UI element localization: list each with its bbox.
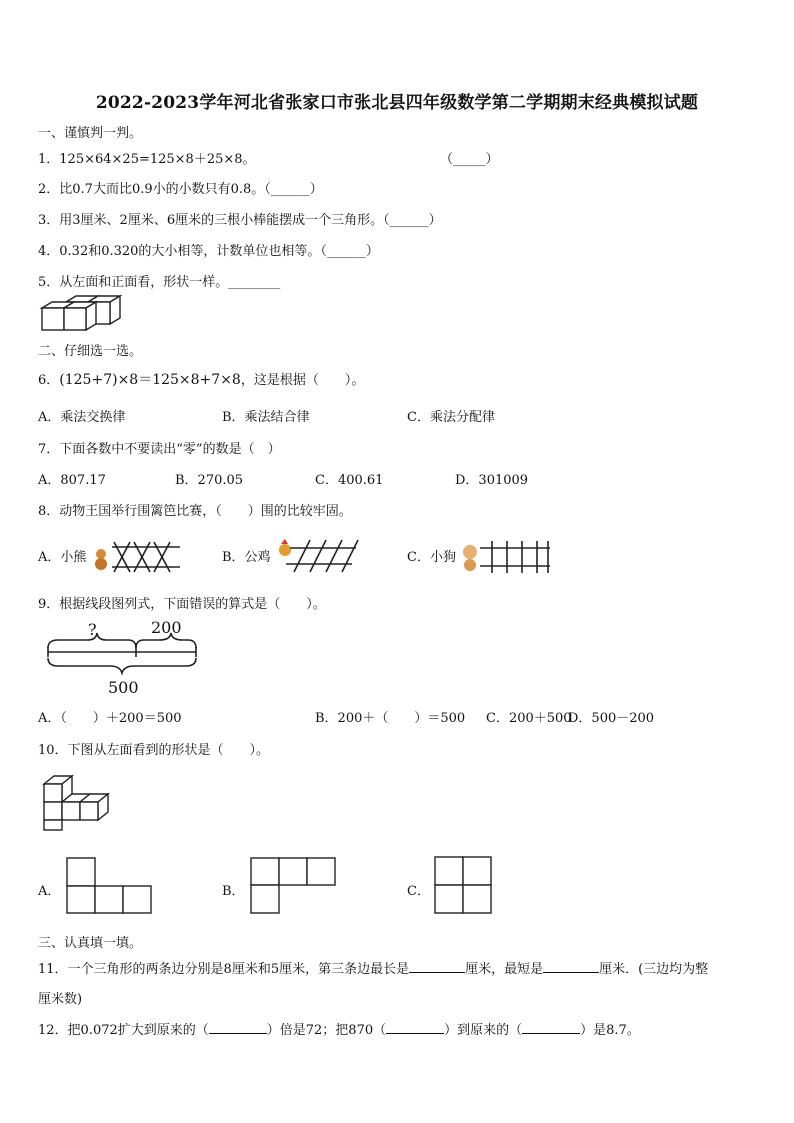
question-6-expression: (125+7)×8＝125×8+7×8 <box>59 372 241 388</box>
question-1-number: 1． <box>38 152 60 167</box>
question-8-fence-b <box>276 538 362 574</box>
question-5-cubes-figure <box>40 294 130 334</box>
question-11-blank-shortest[interactable] <box>543 960 599 973</box>
question-11-text-1: 一个三角形的两条边分别是8厘米和5厘米，第三条边最长是 <box>67 962 410 977</box>
question-12 <box>38 1019 640 1038</box>
question-9-option-b[interactable]: B．200＋（ ）＝500 <box>315 711 466 726</box>
section-heading-choose: 二、仔细选一选。 <box>38 344 143 359</box>
question-6-option-b[interactable]: B．乘法结合律 <box>222 410 310 425</box>
dog-icon <box>463 545 477 559</box>
question-11-text-2: 厘米，最短是 <box>465 962 544 977</box>
question-9-option-d[interactable]: D．500－200 <box>568 711 655 726</box>
question-1-answer-blank[interactable]: （_____） <box>440 152 499 167</box>
bear-icon <box>96 549 106 559</box>
question-9-option-c[interactable]: C．200＋500 <box>486 711 572 726</box>
page-title: 2022-2023学年河北省张家口市张北县四年级数学第二学期期末经典模拟试题 <box>95 93 699 113</box>
question-7-option-b[interactable]: B．270.05 <box>175 473 244 488</box>
question-8-fence-a <box>92 540 182 574</box>
question-8-option-a[interactable]: A．小熊 <box>38 550 87 565</box>
question-6-tail: ，这是根据（ ）。 <box>240 373 365 388</box>
section-heading-fill: 三、认真填一填。 <box>38 936 143 951</box>
question-11-text-3: 厘米．(三边均为整 <box>599 962 709 977</box>
question-7-option-d[interactable]: D．301009 <box>455 473 529 488</box>
question-6 <box>38 369 364 389</box>
question-1-text: 125×64×25=125×8＋25×8。 <box>59 152 256 167</box>
question-12-blank-1[interactable] <box>209 1021 267 1034</box>
question-7-option-a[interactable]: A．807.17 <box>38 473 106 488</box>
question-7-option-c[interactable]: C．400.61 <box>315 473 384 488</box>
question-5: 5．从左面和正面看，形状一样。________ <box>38 275 281 290</box>
question-10-option-b-figure <box>250 856 340 916</box>
question-7: 7．下面各数中不要读出“零”的数是（ ） <box>38 442 281 457</box>
question-4: 4．0.32和0.320的大小相等，计数单位也相等。（______） <box>38 244 379 259</box>
question-10-option-c-figure <box>434 856 496 916</box>
question-10-solid-figure <box>40 772 120 832</box>
question-10-option-a[interactable]: A． <box>38 884 61 899</box>
question-11-number: 11． <box>38 962 68 977</box>
question-11-blank-longest[interactable] <box>409 960 465 973</box>
question-9-unknown-label: ? <box>88 620 97 639</box>
section-heading-judge: 一、谨慎判一判。 <box>38 126 143 141</box>
question-1 <box>38 148 256 167</box>
question-12-text-3: ）到原来的（ <box>444 1023 523 1038</box>
question-10-option-b[interactable]: B． <box>222 884 245 899</box>
question-3: 3．用3厘米、2厘米、6厘米的三根小棒能摆成一个三角形。（______） <box>38 213 442 228</box>
question-2: 2．比0.7大而比0.9小的小数只有0.8。（______） <box>38 182 323 197</box>
question-9-option-a[interactable]: A．（ ）＋200＝500 <box>38 711 182 726</box>
question-12-blank-3[interactable] <box>522 1021 580 1034</box>
rooster-icon <box>279 544 291 556</box>
question-8-option-b[interactable]: B．公鸡 <box>222 550 271 565</box>
question-6-number: 6． <box>38 373 60 388</box>
question-8-option-c[interactable]: C．小狗 <box>407 550 456 565</box>
question-12-blank-2[interactable] <box>386 1021 444 1034</box>
question-9: 9．根据线段图列式，下面错误的算式是（ ）。 <box>38 597 326 612</box>
question-11-continued: 厘米数) <box>38 992 83 1007</box>
question-12-text-2: ）倍是72；把870（ <box>266 1023 387 1038</box>
question-10-option-c[interactable]: C． <box>407 884 430 899</box>
question-10-option-a-figure <box>66 856 156 916</box>
question-6-option-c[interactable]: C．乘法分配律 <box>407 410 495 425</box>
question-12-text-4: ）是8.7。 <box>580 1023 640 1038</box>
question-9-total-label: 500 <box>108 678 139 697</box>
question-12-number: 12． <box>38 1023 68 1038</box>
question-6-option-a[interactable]: A．乘法交换律 <box>38 410 126 425</box>
question-8: 8．动物王国举行围篱笆比赛，（ ）围的比较牢固。 <box>38 504 352 519</box>
question-11 <box>38 958 708 977</box>
question-10: 10．下图从左面看到的形状是（ ）。 <box>38 743 270 758</box>
question-12-text-1: 把0.072扩大到原来的（ <box>67 1023 209 1038</box>
question-9-part-label: 200 <box>151 618 182 637</box>
question-8-fence-c <box>460 540 552 574</box>
